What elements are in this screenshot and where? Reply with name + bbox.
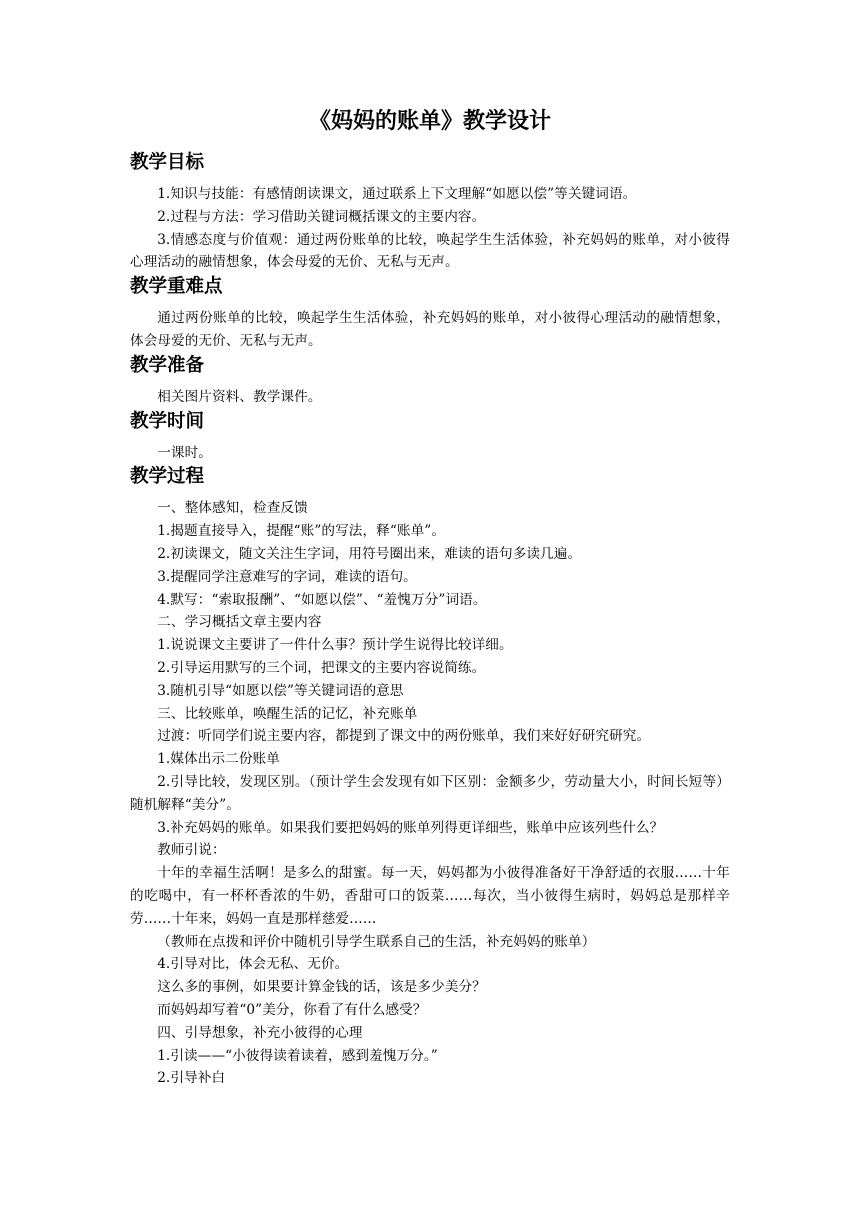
- paragraph: 4.默写：“索取报酬”、“如愿以偿”、“羞愧万分”词语。: [157, 591, 487, 608]
- paragraph: 3.情感态度与价值观：通过两份账单的比较，唤起学生生活体验，补充妈妈的账单，对小彼得心理活动的融情想象，体会母爱的无价、无私与无声。: [130, 231, 730, 271]
- paragraph: 一、整体感知，检查反馈: [157, 500, 308, 517]
- document-title: 《妈妈的账单》教学设计: [308, 109, 551, 134]
- paragraph: 2.引导比较，发现区别。（预计学生会发现有如下区别：金额多少，劳动量大小，时间长短等）随机解释“美分”。: [130, 773, 730, 813]
- paragraph: 1.媒体出示二份账单: [157, 751, 280, 768]
- paragraph: 教师引说：: [157, 842, 226, 859]
- paragraph: 1.知识与技能：有感情朗读课文，通过联系上下文理解“如愿以偿”等关键词语。: [157, 186, 637, 202]
- paragraph: 过渡：听同学们说主要内容，都提到了课文中的两份账单，我们来好好研究研究。: [157, 728, 651, 745]
- section-heading: 教学准备: [130, 354, 205, 376]
- section-process: [130, 464, 730, 1090]
- section-key-points: [130, 274, 730, 353]
- paragraph: 2.引导运用默写的三个词，把课文的主要内容说简练。: [157, 659, 486, 676]
- paragraph: 2.过程与方法：学习借助关键词概括课文的主要内容。: [157, 208, 486, 225]
- paragraph: 十年的幸福生活啊！是多么的甜蜜。每一天，妈妈都为小彼得准备好干净舒适的衣服……十年的吃喝中，有一杯杯香浓的牛奶，香甜可口的饭菜……每次，当小彼得生病时，妈妈总是那样辛劳……十年来，妈妈一直是那样慈爱……: [130, 865, 730, 927]
- paragraph: 二、学习概括文章主要内容: [157, 614, 322, 631]
- document-body: [130, 150, 730, 1090]
- paragraph: 3.随机引导“如愿以偿”等关键词语的意思: [157, 682, 404, 699]
- paragraph: （教师在点拨和评价中随机引导学生联系自己的生活，补充妈妈的账单）: [157, 933, 596, 950]
- paragraph: 2.初读课文，随文关注生字词，用符号圈出来，难读的语句多读几遍。: [157, 545, 582, 562]
- section-heading: 教学目标: [130, 152, 205, 173]
- paragraph: 相关图片资料、教学课件。: [157, 388, 322, 405]
- paragraph: 3.提醒同学注意难写的字词，难读的语句。: [157, 568, 417, 585]
- paragraph: 四、引导想象，补充小彼得的心理: [157, 1024, 363, 1041]
- paragraph: 1.说说课文主要讲了一件什么事？预计学生说得比较详细。: [157, 637, 513, 654]
- section-heading: 教学时间: [130, 410, 205, 432]
- paragraph: 三、比较账单，唤醒生活的记忆，补充账单: [157, 705, 418, 722]
- section-objectives: [130, 150, 730, 274]
- paragraph: 一课时。: [157, 444, 212, 461]
- section-preparation: [130, 353, 730, 409]
- paragraph: 这么多的事例，如果要计算金钱的话，该是多少美分？: [157, 979, 486, 996]
- section-time: [130, 409, 730, 465]
- paragraph: 1.揭题直接导入，提醒“账”的写法，释“账单”。: [157, 523, 446, 540]
- section-heading: 教学过程: [130, 466, 205, 488]
- section-heading: 教学重难点: [130, 276, 223, 298]
- paragraph: 4.引导对比，体会无私、无价。: [157, 956, 349, 973]
- paragraph: 而妈妈却写着“0”美分，你看了有什么感受？: [157, 1001, 427, 1018]
- paragraph: 1.引读——“小彼得读着读着，感到羞愧万分。”: [157, 1047, 438, 1064]
- paragraph: 通过两份账单的比较，唤起学生生活体验，补充妈妈的账单，对小彼得心理活动的融情想象，体会母爱的无价、无私与无声。: [130, 310, 730, 349]
- paragraph: 2.引导补白: [157, 1070, 226, 1087]
- paragraph: 3.补充妈妈的账单。如果我们要把妈妈的账单列得更详细些，账单中应该列些什么？: [157, 819, 664, 836]
